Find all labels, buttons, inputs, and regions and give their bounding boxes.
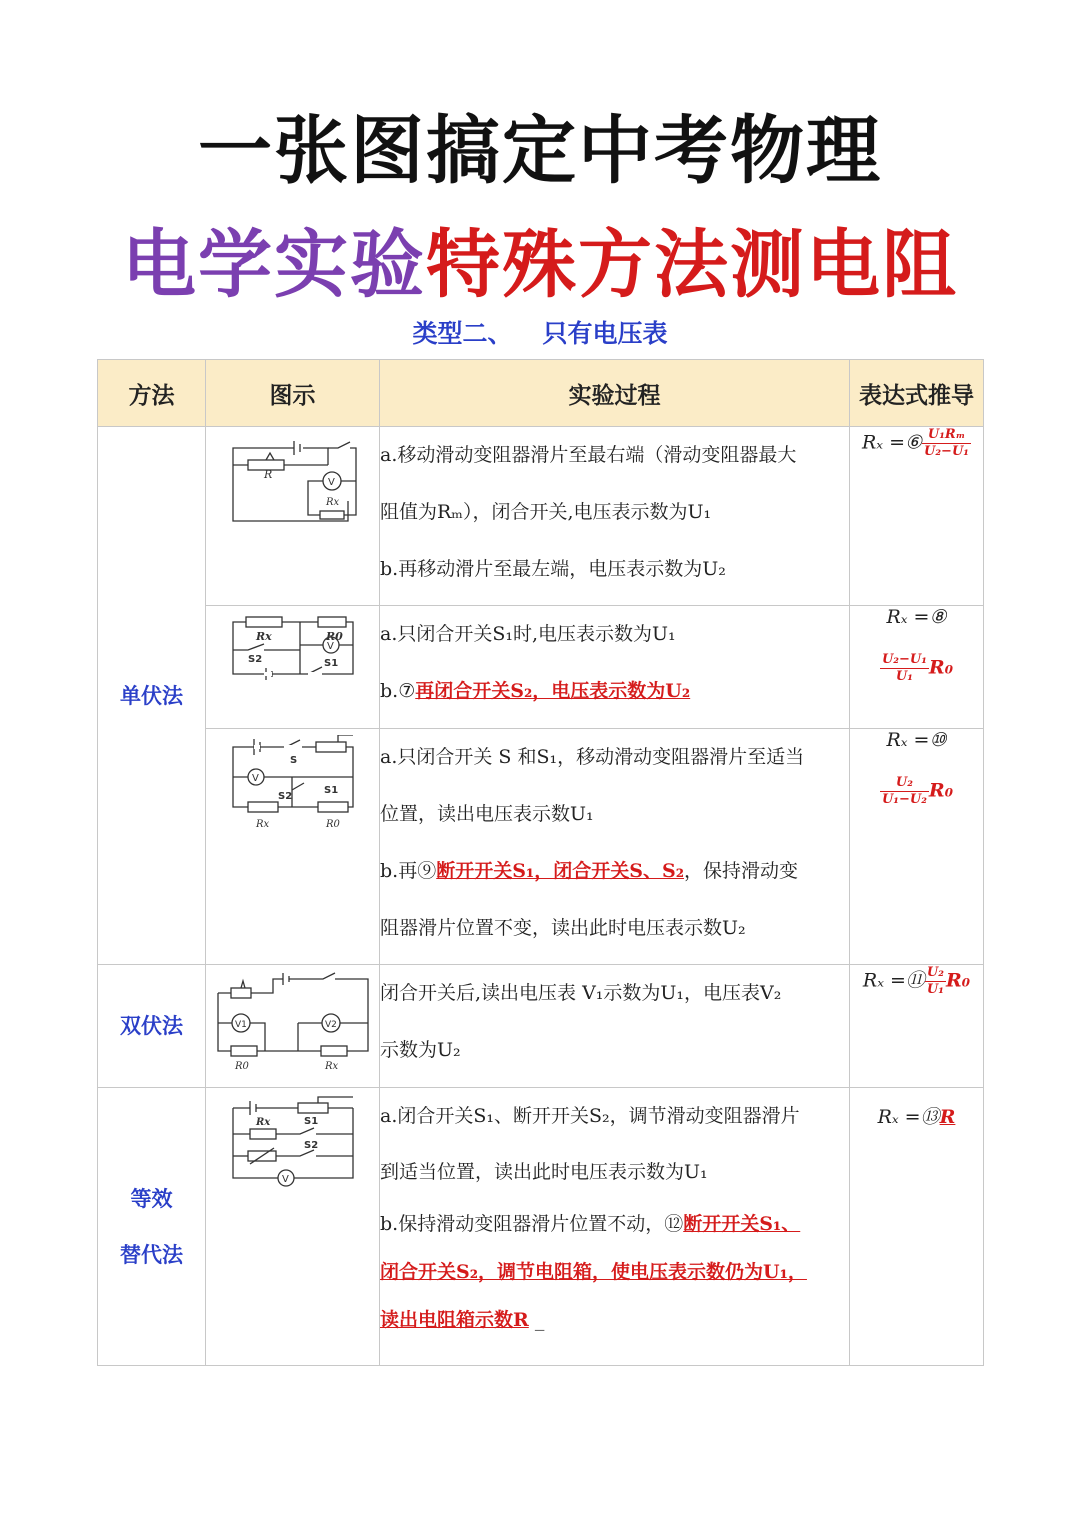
row4-line1: 闭合开关后,读出电压表 V₁示数为U₁，电压表V₂ (380, 982, 782, 1004)
table-row (98, 1088, 984, 1366)
method-equiv-line1: 等效 (130, 1186, 173, 1211)
label-V: V (251, 773, 259, 784)
subtitle-part-purple: 电学实验 (122, 222, 426, 308)
method-equiv-line2: 替代法 (120, 1242, 183, 1267)
table-row (98, 606, 984, 729)
label-Rx: Rx (324, 1061, 338, 1071)
table-row (98, 729, 984, 965)
row5-line1: a.闭合开关S₁、断开开关S₂，调节滑动变阻器滑片 (380, 1105, 800, 1127)
row3-fraction: $\frac{\text{U₂}}{\text{U₁−U₂}}$ (881, 775, 927, 807)
row3-line1: a.只闭合开关 S 和S₁，移动滑动变阻器滑片至适当 (380, 746, 805, 768)
label-V1: V1 (234, 1020, 247, 1030)
header-diagram: 图示 (206, 360, 380, 427)
section-name: 只有电压表 (542, 319, 668, 348)
row5-line3: b.保持滑动变阻器滑片位置不动，⑫断开开关S₁、 (380, 1213, 801, 1235)
circuit-svg-4 (213, 971, 373, 1071)
answer-12: 断开开关S₁、 (683, 1213, 801, 1235)
header-expression: 表达式推导 (850, 360, 984, 427)
label-S2: S2 (303, 1140, 318, 1151)
row2-line1: a.只闭合开关S₁时,电压表示数为U₁ (380, 623, 676, 645)
row2-expr-prefix: Rₓ =⑧ (886, 606, 947, 628)
expression-row-3 (850, 729, 984, 965)
process-row-1 (380, 427, 850, 606)
label-S1: S1 (323, 785, 338, 796)
process-row-2 (380, 606, 850, 729)
circuit-svg-5 (228, 1094, 358, 1189)
answer-13: R (939, 1106, 956, 1128)
circuit-svg-1 (228, 433, 358, 523)
label-S1: S1 (323, 658, 338, 669)
row1-expr-prefix: Rₓ =⑥ (861, 431, 923, 454)
row3-r0: R₀ (928, 779, 954, 802)
row5-line2: 到适当位置，读出此时电压表示数为U₁ (380, 1161, 708, 1183)
subtitle-part-red: 特殊方法测电阻 (426, 222, 958, 308)
label-R0: R0 (325, 819, 340, 830)
circuit-svg-3 (228, 735, 358, 835)
label-S1: S1 (303, 1116, 318, 1127)
label-S2: S2 (277, 791, 292, 802)
label-R0: R0 (234, 1061, 249, 1071)
circuit-diagram-2 (206, 606, 380, 729)
expression-row-4 (850, 965, 984, 1088)
section-type: 类型二、 (412, 319, 513, 348)
circuit-diagram-5 (206, 1088, 380, 1366)
expression-row-1 (850, 427, 984, 606)
row5-line5: 读出电阻箱示数R _ (380, 1309, 545, 1331)
label-V: V (327, 477, 335, 488)
main-title: 一张图搞定中考物理 (198, 108, 882, 194)
table-row (98, 427, 984, 606)
method-single-volt: 单伏法 (98, 427, 206, 965)
label-R: R (263, 468, 272, 481)
header-method: 方法 (98, 360, 206, 427)
label-Rx: Rx (255, 630, 272, 643)
label-V2: V2 (324, 1020, 337, 1030)
circuit-diagram-3 (206, 729, 380, 965)
label-Rx: Rx (255, 1117, 270, 1128)
row3-expr-prefix: Rₓ =⑩ (886, 729, 947, 751)
row2-line2: b.⑦再闭合开关S₂，电压表示数为U₂ (380, 680, 691, 702)
row1-line1: a.移动滑动变阻器滑片至最右端（滑动变阻器最大 (380, 444, 797, 466)
label-Rx: Rx (255, 819, 269, 830)
process-row-3 (380, 729, 850, 965)
label-S2: S2 (247, 654, 262, 665)
section-heading (0, 314, 1080, 350)
circuit-diagram-4 (206, 965, 380, 1088)
expression-row-5 (850, 1088, 984, 1366)
row2-r0: R₀ (928, 656, 954, 679)
table-header-row (98, 360, 984, 427)
label-V: V (326, 641, 334, 652)
label-R0: R0 (325, 630, 343, 643)
expression-row-2 (850, 606, 984, 729)
row4-r0: R₀ (945, 969, 971, 992)
circuit-svg-2 (228, 612, 358, 682)
row4-fraction: $\frac{\text{U₂}}{\text{U₁}}$ (926, 965, 944, 997)
process-row-4 (380, 965, 850, 1088)
row3-line4: 阻器滑片位置不变，读出此时电压表示数U₂ (380, 917, 746, 939)
row2-fraction: $\frac{\text{U₂−U₁}}{\text{U₁}}$ (881, 652, 927, 684)
method-equivalent (98, 1088, 206, 1366)
table-row (98, 965, 984, 1088)
row3-line2: 位置，读出电压表示数U₁ (380, 803, 594, 825)
row5-expr-prefix: Rₓ =⑬ (877, 1106, 940, 1128)
answer-7: 再闭合开关S₂，电压表示数为U₂ (415, 680, 691, 702)
row4-expr-prefix: Rₓ =⑪ (862, 969, 925, 992)
row1-line3: b.再移动滑片至最左端，电压表示数为U₂ (380, 558, 726, 580)
label-V: V (281, 1174, 289, 1185)
answer-9: 断开开关S₁，闭合开关S、S₂ (436, 860, 685, 882)
row4-line2: 示数为U₂ (380, 1039, 461, 1061)
row1-fraction: $\frac{\text{U₁Rₘ}}{\text{U₂−U₁}}$ (924, 427, 969, 459)
subtitle (0, 206, 1080, 312)
label-S: S (289, 755, 297, 766)
method-double-volt: 双伏法 (98, 965, 206, 1088)
row1-line2: 阻值为Rₘ），闭合开关,电压表示数为U₁ (380, 501, 712, 523)
label-Rx: Rx (325, 497, 339, 508)
row5-line4: 闭合开关S₂，调节电阻箱，使电压表示数仍为U₁， (380, 1261, 807, 1283)
header-process: 实验过程 (380, 360, 850, 427)
circuit-diagram-1 (206, 427, 380, 606)
process-row-5 (380, 1088, 850, 1366)
methods-table (97, 359, 984, 1366)
row3-line3: b.再⑨断开开关S₁，闭合开关S、S₂，保持滑动变 (380, 860, 799, 882)
